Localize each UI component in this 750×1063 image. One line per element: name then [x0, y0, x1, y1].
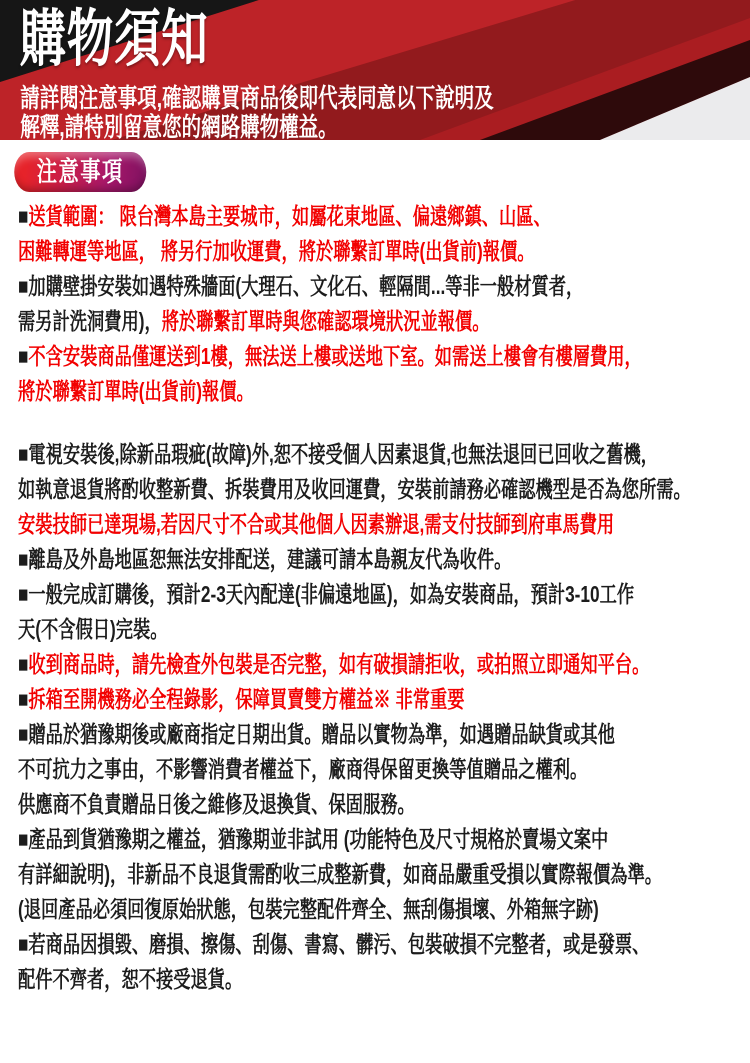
hero-banner [0, 0, 750, 140]
bullet-square-icon: ■ [18, 203, 29, 229]
notice-text-segment: 如執意退貨將酌收整新費、拆裝費用及收回運費，安裝前請務必確認機型是否為您所需。 [18, 476, 691, 502]
notice-item [18, 269, 735, 339]
bullet-square-icon: ■ [18, 686, 29, 712]
notice-text-segment: 有詳細說明)，非新品不良退貨需酌收三成整新費，如商品嚴重受損以實際報價為準。 [18, 861, 663, 887]
notice-text-segment: 安裝技師已達現場,若因尺寸不合或其他個人因素辦退,需支付技師到府車馬費用 [18, 511, 615, 537]
notice-text-segment: 將於聯繫訂單時(出貨前)報價。 [18, 378, 254, 404]
page-subtitle-line1: 請詳閱注意事項,確認購買商品後即代表同意以下說明及 [20, 83, 494, 113]
notice-text-segment: 困難轉運等地區， 將另行加收運費，將於聯繫訂單時(出貨前)報價。 [18, 238, 535, 264]
notice-text-segment: ■若商品因損毀、磨損、擦傷、刮傷、書寫、髒污、包裝破損不完整者，或是發票、 [18, 931, 650, 957]
notice-item [18, 682, 735, 717]
notice-text-segment: ■產品到貨猶豫期之權益，猶豫期並非試用 (功能特色及尺寸規格於賣場文案中 [18, 826, 609, 852]
notice-item [18, 647, 735, 682]
notice-text-segment: 拆箱至開機務必全程錄影，保障買賣雙方權益※ 非常重要 [28, 686, 465, 712]
notice-text-segment: (退回產品必須回復原始狀態，包裝完整配件齊全、無刮傷損壞、外箱無字跡) [18, 896, 599, 922]
notice-text-segment: ■電視安裝後,除新品瑕疵(故障)外,恕不接受個人因素退貨,也無法退回已回收之舊機， [18, 441, 659, 467]
bullet-square-icon: ■ [18, 343, 29, 369]
page-title: 購物須知 [19, 5, 209, 74]
notice-item [18, 437, 735, 542]
notice-text-segment: 將於聯繫訂單時與您確認環境狀況並報價。 [161, 308, 490, 334]
notice-text-segment: 配件不齊者，恕不接受退貨。 [18, 966, 243, 992]
notice-item [18, 927, 735, 997]
notice-text-segment: 供應商不負責贈品日後之維修及退換貨、保固服務。 [18, 791, 415, 817]
notice-item [18, 717, 735, 822]
notice-text-segment: ■離島及外島地區恕無法安排配送，建議可請本島親友代為收件。 [18, 546, 512, 572]
bullet-square-icon: ■ [18, 651, 29, 677]
notice-badge: 注意事項 [14, 152, 146, 192]
notice-text-segment: 送貨範圍： 限台灣本島主要城市，如屬花東地區、偏遠鄉鎮、山區、 [28, 203, 551, 229]
notice-text-segment: 需另計洗洞費用)， [18, 308, 162, 334]
notice-item [18, 577, 735, 647]
notice-item [18, 199, 735, 269]
notice-text-segment: 不可抗力之事由，不影響消費者權益下，廠商得保留更換等值贈品之權利。 [18, 756, 588, 782]
notice-text-segment: 收到商品時，請先檢查外包裝是否完整，如有破損請拒收，或拍照立即通知平台。 [28, 651, 650, 677]
notice-text-segment: ■一般完成訂購後，預計2-3天內配達(非偏遠地區)，如為安裝商品，預計3-10工作 [18, 581, 635, 607]
notice-item [18, 339, 735, 409]
notice-text-segment: ■加購壁掛安裝如遇特殊牆面(大理石、文化石、輕隔間...等非一般材質者， [18, 273, 584, 299]
notice-item [18, 542, 735, 577]
page-subtitle [20, 84, 493, 142]
notice-text-segment: ■贈品於猶豫期後或廠商指定日期出貨。贈品以實物為準，如遇贈品缺貨或其他 [18, 721, 615, 747]
notice-text-segment: 不含安裝商品僅運送到1樓，無法送上樓或送地下室。如需送上樓會有樓層費用， [28, 343, 642, 369]
page-subtitle-line2: 解釋,請特別留意您的網路購物權益。 [20, 112, 338, 142]
notice-list [0, 192, 750, 997]
notice-text-segment: 天(不含假日)完裝。 [18, 616, 168, 642]
notice-item [18, 822, 735, 927]
